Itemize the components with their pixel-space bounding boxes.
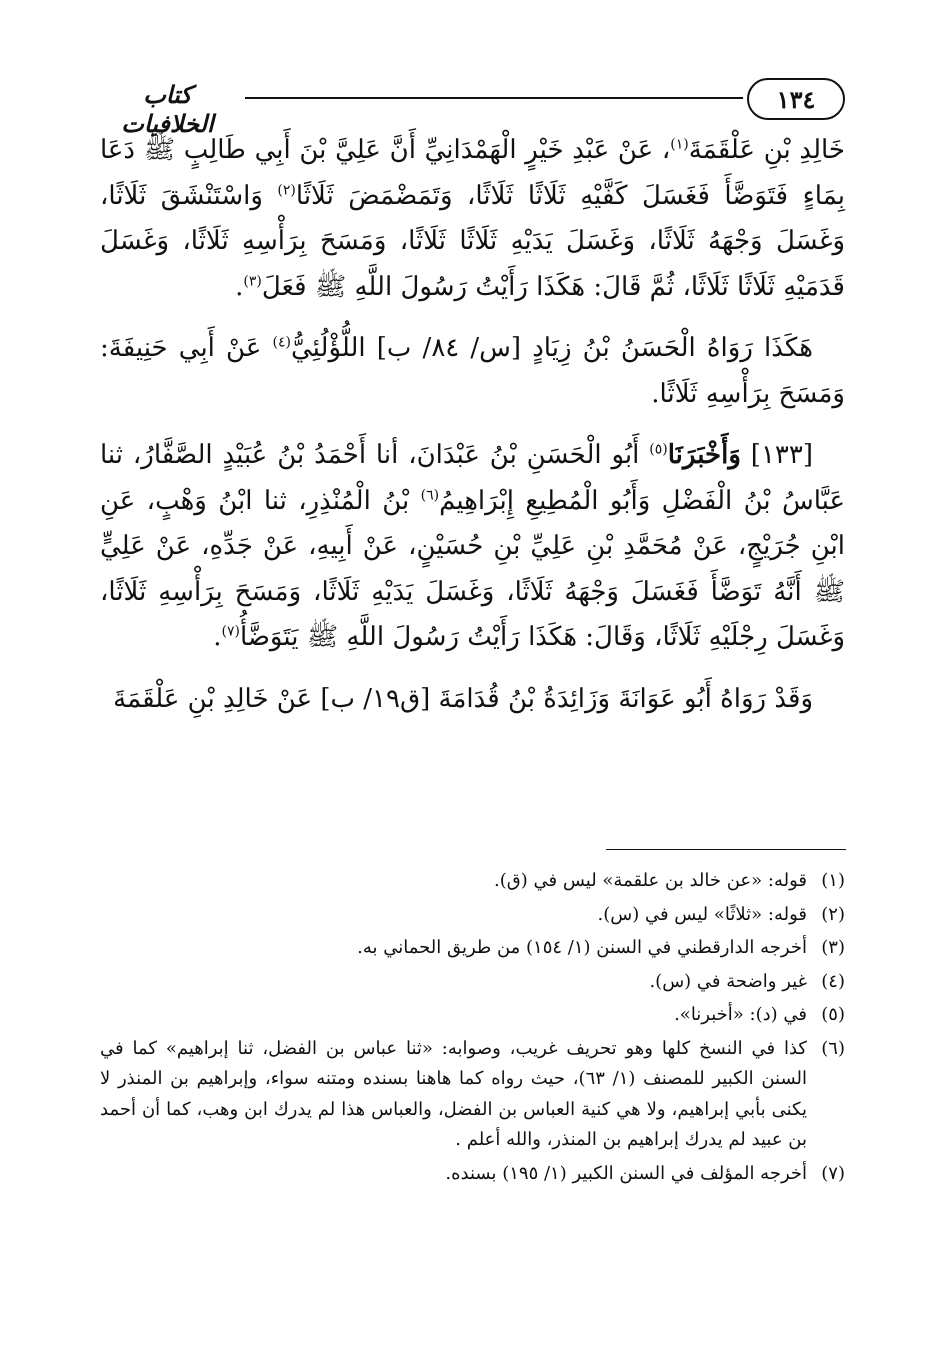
footnote-number: (١) xyxy=(821,870,845,891)
footnote-number: (٧) xyxy=(821,1162,845,1184)
p1-text-d: . xyxy=(235,271,244,302)
p3-text-b: بْنُ الْمُنْذِرِ، ثنا ابْنُ وَهْبٍ، عَنِ ابْنِ جُرَيْجٍ، عَنْ مُحَمَّدِ بْنِ عَلِيِّ بْنِ حُسَيْنٍ، عَنْ أَبِيهِ، عَنْ جَدِّهِ، عَنْ عَلِيٍّ ﷺ أَنَّهُ تَوَضَّأَ فَغَسَلَ وَجْهَهُ ثَلَاثًا، وَغَسَلَ يَدَيْهِ ثَلَاثًا، وَمَسَحَ بِرَأْسِهِ ثَلَاثًا، وَغَسَلَ رِجْلَيْهِ ثَلَاثًا، وَقَالَ: هَكَذَا رَأَيْتُ رَسُولَ اللَّهِ ﷺ يَتَوَضَّأُ xyxy=(100,485,845,652)
hadith-number: [١٣٣] xyxy=(740,440,813,470)
footnote-item xyxy=(100,933,845,964)
footnote-number: (٤) xyxy=(821,970,845,992)
paragraph-1 xyxy=(100,128,845,310)
footnote-number: (٣) xyxy=(821,937,845,958)
footnote-ref-4: (٤) xyxy=(272,334,291,351)
footnote-number: (٥) xyxy=(821,1004,845,1025)
page-header xyxy=(95,76,845,138)
footnote-number: (٢) xyxy=(821,903,845,925)
footnote-text: أخرجه المؤلف في السنن الكبير (١/ ١٩٥) بسنده. xyxy=(445,1162,807,1184)
footnotes xyxy=(100,866,845,1192)
footnote-item xyxy=(100,866,845,897)
book-title: كتاب الخلافيات xyxy=(121,80,214,138)
paragraph-3 xyxy=(100,433,845,661)
p1-text-b: ، عَنْ عَبْدِ خَيْرٍ الْهَمْدَانِيِّ أَنَّ عَلِيَّ بْنَ أَبِي طَالِبٍ ﷺ دَعَا بِمَاءٍ فَتَوَضَّأَ فَغَسَلَ كَفَّيْهِ ثَلَاثًا ثَلَاثًا، وَتَمَضْمَضَ ثَلَاثًا xyxy=(100,135,845,211)
footnote-ref-7: (٧) xyxy=(221,623,240,640)
p2-text-a: هَكَذَا رَوَاهُ الْحَسَنُ بْنُ زِيَادٍ [س/ ٨٤/ ب] اللُّؤْلُئِيُّ xyxy=(291,333,813,363)
akhbarana-word: وَأَخْبَرَنَا xyxy=(667,440,741,470)
footnote-ref-3: (٣) xyxy=(243,272,262,289)
footnote-item xyxy=(100,1034,845,1156)
footnote-item xyxy=(100,1000,845,1031)
footnote-text: غير واضحة في (س). xyxy=(649,970,807,992)
paragraph-4 xyxy=(100,677,845,723)
footnote-ref-5: (٥) xyxy=(649,441,668,458)
p1-text-a: خَالِدِ بْنِ عَلْقَمَةَ xyxy=(688,135,845,165)
p2-text-b: عَنْ أَبِي حَنِيفَةَ: وَمَسَحَ بِرَأْسِهِ ثَلَاثًا. xyxy=(100,333,845,409)
footnote-ref-2: (٢) xyxy=(277,181,296,198)
footnote-item xyxy=(100,1159,845,1190)
p3-text-c: . xyxy=(213,622,222,652)
footnote-ref-6: (٦) xyxy=(420,486,440,503)
footnote-item xyxy=(100,967,845,998)
footnote-text: قوله: «ثلاثًا» ليس في (س). xyxy=(597,903,807,925)
p3-text-a: أَبُو الْحَسَنِ بْنُ عَبْدَانَ، أنا أَحْمَدُ بْنُ عُبَيْدٍ الصَّفَّارُ، ثنا عَبَّاسُ بْنُ الْفَضْلِ وَأَبُو الْمُطِيعِ إِبْرَاهِيمُ xyxy=(100,440,845,516)
footnote-text: قوله: «عن خالد بن علقمة» ليس في (ق). xyxy=(494,870,807,891)
main-text xyxy=(100,128,845,738)
paragraph-2 xyxy=(100,326,845,417)
footnote-separator xyxy=(606,849,846,850)
p1-text-c: وَاسْتَنْشَقَ ثَلَاثًا، وَغَسَلَ وَجْهَهُ ثَلَاثًا، وَغَسَلَ يَدَيْهِ ثَلَاثًا ثَلَاثًا، وَمَسَحَ بِرَأْسِهِ ثَلَاثًا، وَغَسَلَ قَدَمَيْهِ ثَلَاثًا ثَلَاثًا، ثُمَّ قَالَ: هَكَذَا رَأَيْتُ رَسُولَ اللَّهِ ﷺ فَعَلَ xyxy=(100,180,845,302)
footnote-text: كذا في النسخ كلها وهو تحريف غريب، وصوابه: «ثنا عباس بن الفضل، ثنا إبراهيم» كما في السنن الكبير للمصنف (١/ ٦٣)، حيث رواه كما هاهنا بسنده ومتنه سواء، وإبراهيم بن المنذر لا يكنى بأبي إبراهيم، ولا هي كنية العباس بن الفضل، والعباس هذا لم يدرك ابن وهب، كما أن أحمد بن عبيد لم يدرك إبراهيم بن المنذر، والله أعلم . xyxy=(100,1037,807,1150)
footnote-number: (٦) xyxy=(821,1037,845,1059)
footnote-text: في (د): «أخبرنا». xyxy=(674,1004,807,1025)
footnote-ref-1: (١) xyxy=(670,136,689,153)
p4-text: وَقَدْ رَوَاهُ أَبُو عَوَانَةَ وَزَائِدَةُ بْنُ قُدَامَةَ [ق١٩/ ب] عَنْ خَالِدِ بْنِ عَلْقَمَةَ xyxy=(113,683,813,714)
footnote-item xyxy=(100,900,845,931)
header-rule xyxy=(245,97,743,99)
footnote-text: أخرجه الدارقطني في السنن (١/ ١٥٤) من طريق الحماني به. xyxy=(357,937,807,958)
page-number: ١٣٤ xyxy=(747,78,845,120)
